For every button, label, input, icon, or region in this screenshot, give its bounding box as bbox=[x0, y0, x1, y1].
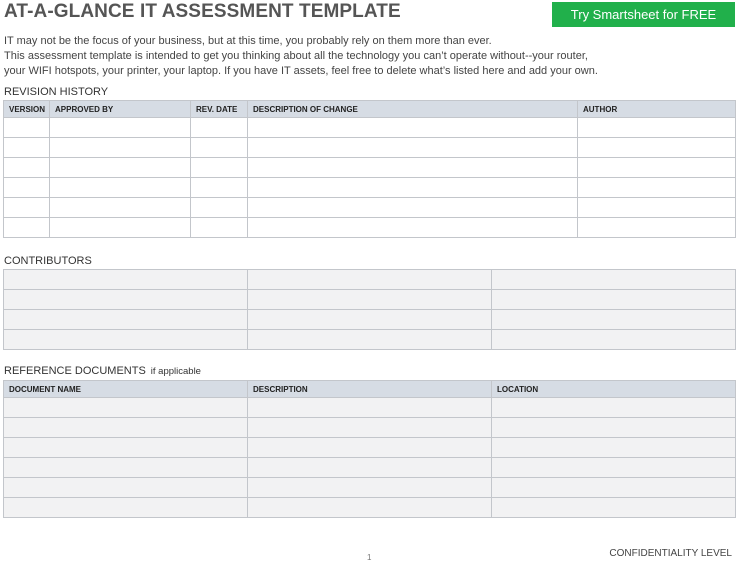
table-cell[interactable] bbox=[248, 270, 492, 290]
table-cell[interactable] bbox=[492, 418, 736, 438]
table-cell[interactable] bbox=[50, 118, 191, 138]
table-cell[interactable] bbox=[248, 438, 492, 458]
table-cell[interactable] bbox=[248, 138, 578, 158]
table-cell[interactable] bbox=[50, 178, 191, 198]
table-cell[interactable] bbox=[191, 138, 248, 158]
table-cell[interactable] bbox=[4, 438, 248, 458]
table-cell[interactable] bbox=[248, 458, 492, 478]
table-row bbox=[4, 398, 736, 418]
table-cell[interactable] bbox=[50, 198, 191, 218]
table-cell[interactable] bbox=[578, 178, 736, 198]
contributors-label: CONTRIBUTORS bbox=[4, 255, 92, 267]
confidentiality-level: CONFIDENTIALITY LEVEL bbox=[609, 548, 732, 559]
table-cell[interactable] bbox=[50, 218, 191, 238]
table-row bbox=[4, 330, 736, 350]
column-header: AUTHOR bbox=[578, 101, 736, 118]
reference-documents-label bbox=[4, 365, 201, 377]
table-cell[interactable] bbox=[248, 478, 492, 498]
table-cell[interactable] bbox=[492, 438, 736, 458]
table-cell[interactable] bbox=[191, 118, 248, 138]
page-title: AT-A-GLANCE IT ASSESSMENT TEMPLATE bbox=[4, 1, 401, 22]
table-row bbox=[4, 178, 736, 198]
table-cell[interactable] bbox=[492, 458, 736, 478]
table-cell[interactable] bbox=[4, 418, 248, 438]
table-cell[interactable] bbox=[4, 310, 248, 330]
table-cell[interactable] bbox=[248, 290, 492, 310]
table-cell[interactable] bbox=[50, 138, 191, 158]
table-cell[interactable] bbox=[4, 118, 50, 138]
column-header: VERSION bbox=[4, 101, 50, 118]
table-cell[interactable] bbox=[492, 478, 736, 498]
try-smartsheet-button[interactable]: Try Smartsheet for FREE bbox=[552, 2, 735, 27]
column-header: DOCUMENT NAME bbox=[4, 381, 248, 398]
table-cell[interactable] bbox=[492, 310, 736, 330]
column-header: LOCATION bbox=[492, 381, 736, 398]
table-row bbox=[4, 290, 736, 310]
table-cell[interactable] bbox=[4, 398, 248, 418]
table-cell[interactable] bbox=[4, 198, 50, 218]
intro-text bbox=[4, 34, 724, 79]
table-cell[interactable] bbox=[248, 398, 492, 418]
table-cell[interactable] bbox=[248, 118, 578, 138]
table-cell[interactable] bbox=[578, 118, 736, 138]
table-cell[interactable] bbox=[4, 218, 50, 238]
table-cell[interactable] bbox=[248, 330, 492, 350]
table-cell[interactable] bbox=[492, 398, 736, 418]
table-cell[interactable] bbox=[578, 138, 736, 158]
table-row bbox=[4, 458, 736, 478]
revision-history-table bbox=[3, 100, 736, 238]
table-cell[interactable] bbox=[578, 198, 736, 218]
table-cell[interactable] bbox=[578, 158, 736, 178]
table-cell[interactable] bbox=[4, 270, 248, 290]
table-cell[interactable] bbox=[248, 218, 578, 238]
table-cell[interactable] bbox=[4, 178, 50, 198]
table-cell[interactable] bbox=[50, 158, 191, 178]
table-header-row bbox=[4, 381, 736, 398]
reference-documents-note: if applicable bbox=[150, 366, 201, 377]
table-cell[interactable] bbox=[492, 330, 736, 350]
intro-line: your WIFI hotspots, your printer, your laptop. If you have IT assets, feel free to delete what’s listed here and add your own. bbox=[4, 65, 598, 77]
table-cell[interactable] bbox=[4, 158, 50, 178]
table-cell[interactable] bbox=[248, 310, 492, 330]
table-cell[interactable] bbox=[248, 198, 578, 218]
column-header: REV. DATE bbox=[191, 101, 248, 118]
reference-documents-table bbox=[3, 380, 736, 518]
table-row bbox=[4, 198, 736, 218]
revision-history-label: REVISION HISTORY bbox=[4, 86, 109, 98]
column-header: APPROVED BY bbox=[50, 101, 191, 118]
table-header-row bbox=[4, 101, 736, 118]
table-cell[interactable] bbox=[492, 270, 736, 290]
table-cell[interactable] bbox=[191, 178, 248, 198]
table-cell[interactable] bbox=[4, 290, 248, 310]
intro-line: IT may not be the focus of your business, but at this time, you probably rely on them more than ever. bbox=[4, 35, 492, 47]
table-cell[interactable] bbox=[4, 138, 50, 158]
table-cell[interactable] bbox=[4, 498, 248, 518]
table-row bbox=[4, 418, 736, 438]
table-cell[interactable] bbox=[492, 290, 736, 310]
page-number: 1 bbox=[367, 553, 372, 562]
table-row bbox=[4, 218, 736, 238]
table-cell[interactable] bbox=[248, 498, 492, 518]
table-cell[interactable] bbox=[248, 418, 492, 438]
table-cell[interactable] bbox=[191, 218, 248, 238]
table-row bbox=[4, 158, 736, 178]
column-header: DESCRIPTION OF CHANGE bbox=[248, 101, 578, 118]
table-cell[interactable] bbox=[578, 218, 736, 238]
table-cell[interactable] bbox=[248, 158, 578, 178]
table-cell[interactable] bbox=[4, 458, 248, 478]
table-cell[interactable] bbox=[191, 158, 248, 178]
contributors-table bbox=[3, 269, 736, 350]
table-row bbox=[4, 310, 736, 330]
table-cell[interactable] bbox=[4, 330, 248, 350]
table-row bbox=[4, 498, 736, 518]
column-header: DESCRIPTION bbox=[248, 381, 492, 398]
table-cell[interactable] bbox=[492, 498, 736, 518]
table-row bbox=[4, 478, 736, 498]
intro-line: This assessment template is intended to get you thinking about all the technology you can’t operate without--your router, bbox=[4, 50, 588, 62]
table-cell[interactable] bbox=[4, 478, 248, 498]
table-cell[interactable] bbox=[191, 198, 248, 218]
reference-documents-title: REFERENCE DOCUMENTS bbox=[4, 365, 146, 377]
table-cell[interactable] bbox=[248, 178, 578, 198]
table-row bbox=[4, 118, 736, 138]
table-row bbox=[4, 270, 736, 290]
table-row bbox=[4, 138, 736, 158]
table-row bbox=[4, 438, 736, 458]
